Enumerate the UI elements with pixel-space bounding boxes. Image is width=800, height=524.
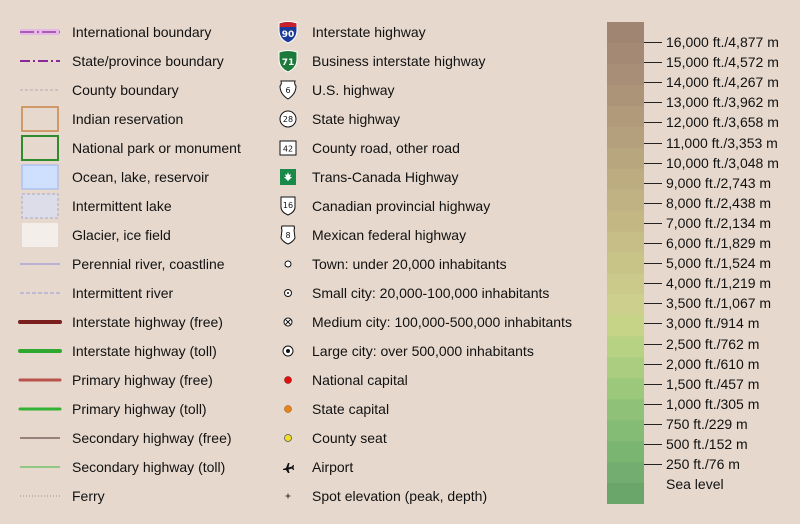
legend-label: Secondary highway (toll)	[72, 458, 226, 475]
legend-item-secondary-toll	[16, 452, 241, 481]
legend-label: Airport	[312, 458, 354, 475]
legend-item-interstate-toll	[16, 336, 241, 365]
elevation-label: 8,000 ft./2,438 m	[666, 195, 772, 211]
intermittent-lake-icon	[16, 191, 64, 220]
small-city-icon	[264, 278, 312, 307]
legend-item-canadian-provincial-shield	[264, 191, 572, 220]
county-road-shield-icon	[264, 133, 312, 162]
ocean-lake-icon	[16, 162, 64, 191]
elevation-band	[607, 441, 644, 462]
legend-label: Perennial river, coastline	[72, 255, 225, 272]
elevation-band	[607, 85, 644, 106]
elevation-color-bar	[607, 22, 644, 504]
elevation-label: 14,000 ft./4,267 m	[666, 74, 779, 90]
town-icon	[264, 249, 312, 278]
elevation-tick	[644, 424, 662, 425]
medium-city-icon	[264, 307, 312, 336]
airport-icon	[264, 452, 312, 481]
glacier-icon	[16, 220, 64, 249]
legend-item-state-boundary	[16, 46, 241, 75]
elevation-band	[607, 22, 644, 43]
state-capital-icon	[264, 394, 312, 423]
elevation-label: 10,000 ft./3,048 m	[666, 155, 779, 171]
us-highway-shield-icon	[264, 75, 312, 104]
legend-item-perennial-river	[16, 249, 241, 278]
legend-label: State highway	[312, 110, 400, 127]
legend-label: Secondary highway (free)	[72, 429, 232, 446]
elevation-label: 12,000 ft./3,658 m	[666, 114, 779, 130]
legend-label: Primary highway (toll)	[72, 400, 207, 417]
legend-label: Indian reservation	[72, 110, 184, 127]
legend-label: International boundary	[72, 23, 212, 40]
legend-label: Intermittent lake	[72, 197, 172, 214]
legend-label: National capital	[312, 371, 408, 388]
legend-label: Primary highway (free)	[72, 371, 213, 388]
international-boundary-icon	[16, 17, 64, 46]
svg-text:16: 16	[282, 200, 294, 210]
elevation-label: 1,000 ft./305 m	[666, 396, 760, 412]
legend-item-county-road-shield	[264, 133, 572, 162]
elevation-tick	[644, 102, 662, 103]
legend-label: Medium city: 100,000-500,000 inhabitants	[312, 313, 572, 330]
legend-item-primary-toll	[16, 394, 241, 423]
legend-label: Interstate highway	[312, 23, 426, 40]
trans-canada-shield-icon	[264, 162, 312, 191]
elevation-label: 1,500 ft./457 m	[666, 376, 760, 392]
legend-item-county-seat	[264, 423, 572, 452]
perennial-river-icon	[16, 249, 64, 278]
legend-item-small-city	[264, 278, 572, 307]
legend-label: State capital	[312, 400, 390, 417]
elevation-tick	[644, 183, 662, 184]
secondary-toll-icon	[16, 452, 64, 481]
elevation-label: 16,000 ft./4,877 m	[666, 34, 779, 50]
legend-item-airport	[264, 452, 572, 481]
elevation-band	[607, 294, 644, 315]
elevation-tick	[644, 122, 662, 123]
elevation-band	[607, 315, 644, 336]
legend-label: Ferry	[72, 487, 105, 504]
interstate-toll-icon	[16, 336, 64, 365]
elevation-label: 7,000 ft./2,134 m	[666, 215, 772, 231]
elevation-band	[607, 420, 644, 441]
legend-item-business-interstate-shield	[264, 46, 572, 75]
elevation-label: 15,000 ft./4,572 m	[666, 54, 779, 70]
spot-elevation-icon	[264, 481, 312, 510]
elevation-band	[607, 253, 644, 274]
legend-label: Mexican federal highway	[312, 226, 467, 243]
large-city-icon	[264, 336, 312, 365]
legend-label: County boundary	[72, 81, 179, 98]
elevation-label: 500 ft./152 m	[666, 436, 748, 452]
legend-item-glacier	[16, 220, 241, 249]
secondary-free-icon	[16, 423, 64, 452]
elevation-tick	[644, 203, 662, 204]
svg-text:8: 8	[285, 230, 291, 240]
legend-item-large-city	[264, 336, 572, 365]
elevation-tick	[644, 42, 662, 43]
elevation-band	[607, 399, 644, 420]
elevation-band	[607, 64, 644, 85]
elevation-label: 6,000 ft./1,829 m	[666, 235, 772, 251]
primary-toll-icon	[16, 394, 64, 423]
elevation-label: 250 ft./76 m	[666, 456, 740, 472]
elevation-band	[607, 273, 644, 294]
svg-text:42: 42	[282, 144, 294, 153]
state-highway-shield-icon	[264, 104, 312, 133]
elevation-label: 3,500 ft./1,067 m	[666, 295, 772, 311]
legend-item-primary-free	[16, 365, 241, 394]
legend-label: Trans-Canada Highway	[312, 168, 459, 185]
elevation-tick	[644, 364, 662, 365]
svg-text:6: 6	[285, 85, 291, 95]
elevation-band	[607, 127, 644, 148]
elevation-band	[607, 106, 644, 127]
elevation-tick	[644, 344, 662, 345]
legend-label: State/province boundary	[72, 52, 224, 69]
elevation-tick	[644, 303, 662, 304]
legend-label: Interstate highway (toll)	[72, 342, 217, 359]
elevation-tick	[644, 82, 662, 83]
interstate-shield-icon	[264, 17, 312, 46]
legend-item-intermittent-lake	[16, 191, 241, 220]
indian-reservation-icon	[16, 104, 64, 133]
legend-item-mexican-federal-shield	[264, 220, 572, 249]
elevation-band	[607, 169, 644, 190]
legend-item-interstate-shield	[264, 17, 572, 46]
legend-item-trans-canada-shield	[264, 162, 572, 191]
legend-item-ocean-lake	[16, 162, 241, 191]
legend-label: County seat	[312, 429, 387, 446]
elevation-tick	[644, 444, 662, 445]
legend-label: Glacier, ice field	[72, 226, 171, 243]
legend-item-us-highway-shield	[264, 75, 572, 104]
legend-label: Small city: 20,000-100,000 inhabitants	[312, 284, 550, 301]
elevation-band	[607, 336, 644, 357]
legend-item-medium-city	[264, 307, 572, 336]
legend-right-column	[264, 17, 572, 510]
legend-item-state-capital	[264, 394, 572, 423]
legend-left-column	[16, 17, 241, 510]
legend-item-indian-reservation	[16, 104, 241, 133]
svg-text:90: 90	[281, 29, 295, 40]
primary-free-icon	[16, 365, 64, 394]
national-capital-icon	[264, 365, 312, 394]
elevation-band	[607, 43, 644, 64]
elevation-band	[607, 462, 644, 483]
elevation-label: 13,000 ft./3,962 m	[666, 94, 779, 110]
legend-item-county-boundary	[16, 75, 241, 104]
state-boundary-icon	[16, 46, 64, 75]
elevation-label: 750 ft./229 m	[666, 416, 748, 432]
elevation-tick	[644, 62, 662, 63]
elevation-band	[607, 211, 644, 232]
elevation-label: 11,000 ft./3,353 m	[666, 135, 778, 151]
legend-item-intermittent-river	[16, 278, 241, 307]
elevation-label: 2,000 ft./610 m	[666, 356, 760, 372]
interstate-free-icon	[16, 307, 64, 336]
elevation-label: 9,000 ft./2,743 m	[666, 175, 772, 191]
elevation-band	[607, 357, 644, 378]
legend-label: Ocean, lake, reservoir	[72, 168, 209, 185]
elevation-label: Sea level	[666, 476, 724, 492]
elevation-band	[607, 190, 644, 211]
elevation-tick	[644, 323, 662, 324]
legend-item-international-boundary	[16, 17, 241, 46]
legend-label: Interstate highway (free)	[72, 313, 223, 330]
ferry-icon	[16, 481, 64, 510]
business-interstate-shield-icon	[264, 46, 312, 75]
legend-item-secondary-free	[16, 423, 241, 452]
svg-text:71: 71	[281, 57, 295, 68]
county-boundary-icon	[16, 75, 64, 104]
legend-label: Business interstate highway	[312, 52, 486, 69]
legend-item-ferry	[16, 481, 241, 510]
elevation-band	[607, 232, 644, 253]
legend-item-spot-elevation	[264, 481, 572, 510]
legend-label: Canadian provincial highway	[312, 197, 491, 214]
elevation-band	[607, 483, 644, 504]
elevation-tick	[644, 384, 662, 385]
elevation-tick	[644, 223, 662, 224]
elevation-label: 2,500 ft./762 m	[666, 336, 760, 352]
legend-label: Town: under 20,000 inhabitants	[312, 255, 507, 272]
legend-label: Large city: over 500,000 inhabitants	[312, 342, 534, 359]
national-park-icon	[16, 133, 64, 162]
canadian-provincial-shield-icon	[264, 191, 312, 220]
elevation-tick	[644, 243, 662, 244]
legend-label: Spot elevation (peak, depth)	[312, 487, 488, 504]
legend-label: Intermittent river	[72, 284, 174, 301]
mexican-federal-shield-icon	[264, 220, 312, 249]
elevation-band	[607, 378, 644, 399]
legend-label: U.S. highway	[312, 81, 395, 98]
legend-label: County road, other road	[312, 139, 460, 156]
elevation-tick	[644, 404, 662, 405]
elevation-tick	[644, 263, 662, 264]
county-seat-icon	[264, 423, 312, 452]
elevation-tick	[644, 143, 662, 144]
legend-item-interstate-free	[16, 307, 241, 336]
intermittent-river-icon	[16, 278, 64, 307]
legend-item-state-highway-shield	[264, 104, 572, 133]
elevation-tick	[644, 163, 662, 164]
legend-item-national-park	[16, 133, 241, 162]
legend-label: National park or monument	[72, 139, 241, 156]
elevation-label: 5,000 ft./1,524 m	[666, 255, 772, 271]
elevation-tick	[644, 283, 662, 284]
elevation-band	[607, 148, 644, 169]
svg-text:28: 28	[282, 114, 294, 124]
elevation-label: 3,000 ft./914 m	[666, 315, 760, 331]
legend-item-national-capital	[264, 365, 572, 394]
elevation-tick	[644, 464, 662, 465]
elevation-label: 4,000 ft./1,219 m	[666, 275, 772, 291]
legend-item-town	[264, 249, 572, 278]
